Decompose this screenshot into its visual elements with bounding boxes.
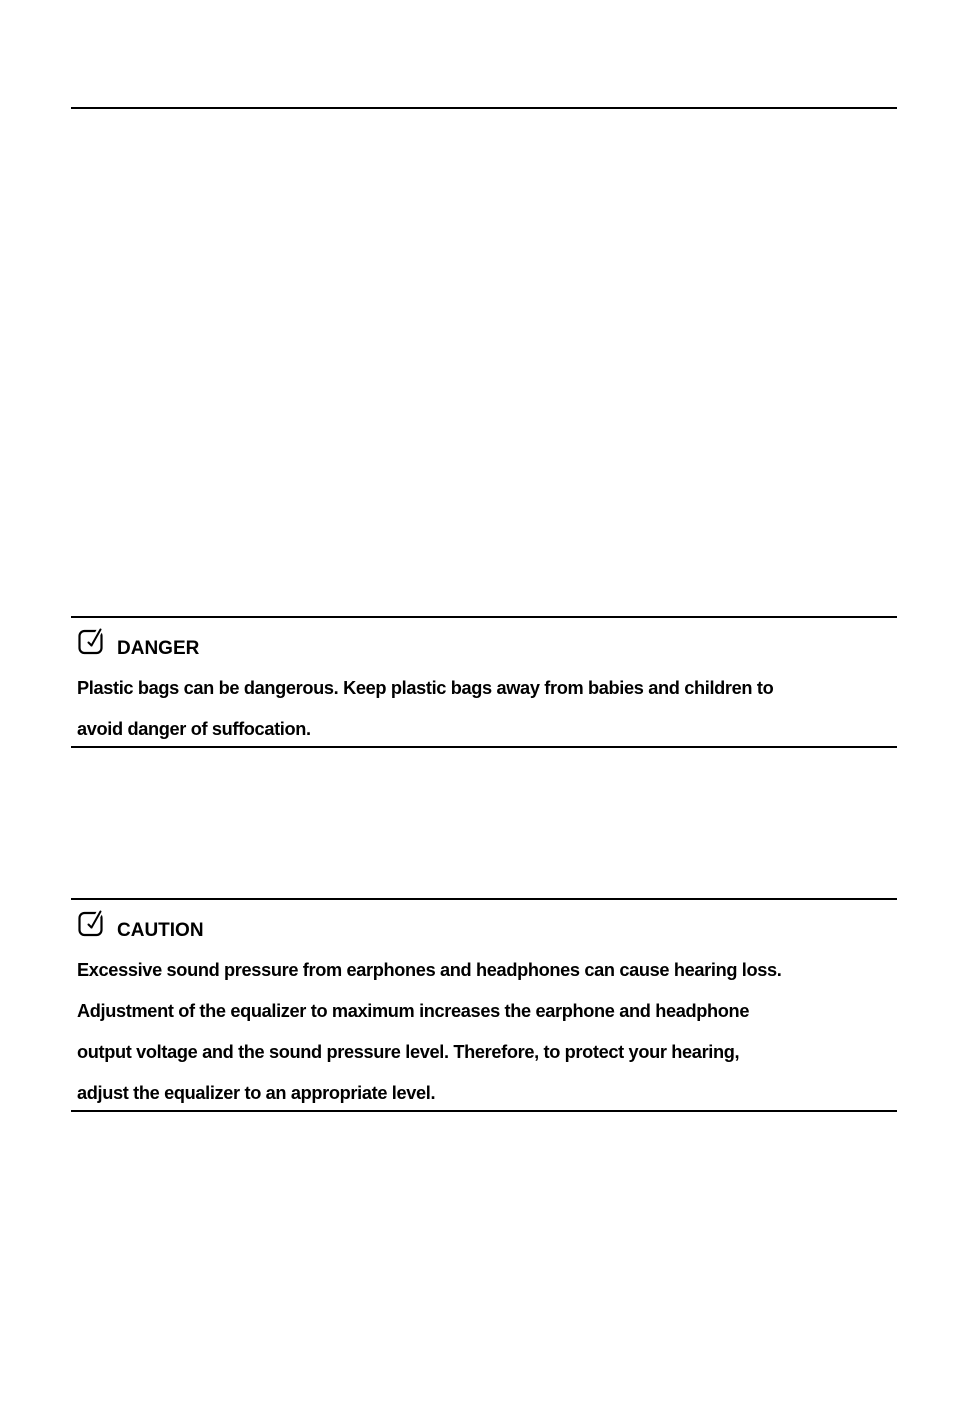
danger-text [77, 668, 887, 750]
danger-text-line: Plastic bags can be dangerous. Keep plastic bags away from babies and children to [77, 678, 774, 698]
danger-notice-header [77, 626, 200, 659]
danger-title: DANGER [117, 638, 200, 659]
caution-text-line: output voltage and the sound pressure level. Therefore, to protect your hearing, [77, 1042, 740, 1062]
caution-text [77, 950, 887, 1114]
caution-notice-header [77, 908, 204, 941]
checkbox-note-icon [77, 626, 107, 656]
header-divider [71, 107, 897, 109]
caution-title: CAUTION [117, 920, 204, 941]
caution-text-line: adjust the equalizer to an appropriate level. [77, 1083, 436, 1103]
danger-text-line: avoid danger of suffocation. [77, 719, 311, 739]
caution-text-line: Adjustment of the equalizer to maximum increases the earphone and headphone [77, 1001, 750, 1021]
caution-notice [71, 898, 897, 1112]
caution-text-line: Excessive sound pressure from earphones and headphones can cause hearing loss. [77, 960, 782, 980]
danger-notice [71, 616, 897, 748]
checkbox-note-icon [77, 908, 107, 938]
